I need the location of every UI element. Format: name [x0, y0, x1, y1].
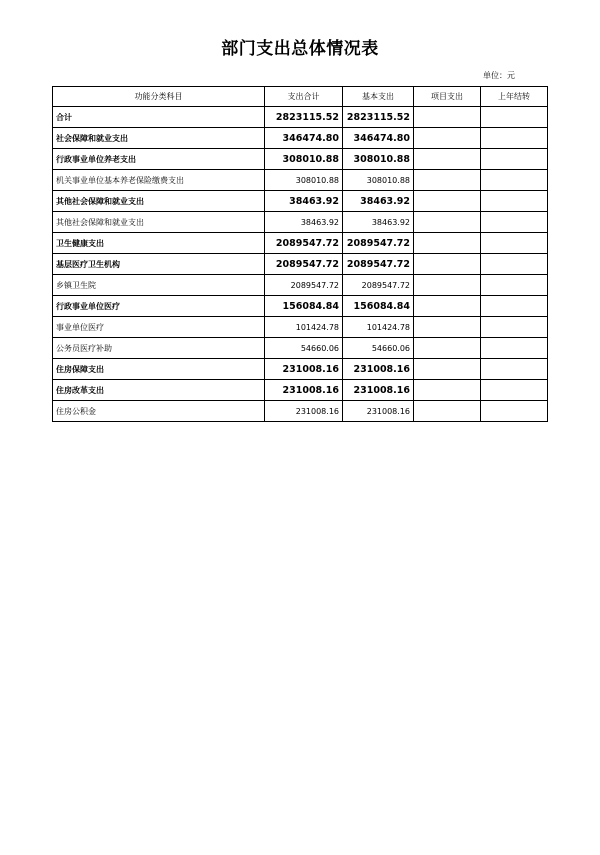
project-cell [414, 107, 481, 128]
table-row [53, 149, 548, 170]
basic-cell: 308010.88 [343, 149, 414, 170]
header-prior-year-carryover: 上年结转 [481, 87, 548, 107]
project-cell [414, 254, 481, 275]
total-cell: 231008.16 [265, 359, 343, 380]
total-cell: 38463.92 [265, 212, 343, 233]
category-cell: 机关事业单位基本养老保险缴费支出 [53, 170, 265, 191]
basic-cell: 231008.16 [343, 359, 414, 380]
carryover-cell [481, 317, 548, 338]
project-cell [414, 170, 481, 191]
unit-label: 单位：元 [483, 71, 515, 80]
basic-cell: 231008.16 [343, 401, 414, 422]
table-row [53, 233, 548, 254]
basic-cell: 38463.92 [343, 191, 414, 212]
total-cell: 156084.84 [265, 296, 343, 317]
table-row [53, 338, 548, 359]
total-cell: 2089547.72 [265, 254, 343, 275]
project-cell [414, 296, 481, 317]
total-cell: 2823115.52 [265, 107, 343, 128]
table-row [53, 296, 548, 317]
header-function-category: 功能分类科目 [53, 87, 265, 107]
project-cell [414, 401, 481, 422]
category-cell: 其他社会保障和就业支出 [53, 191, 265, 212]
category-cell: 卫生健康支出 [53, 233, 265, 254]
total-cell: 308010.88 [265, 149, 343, 170]
basic-cell: 2823115.52 [343, 107, 414, 128]
table-row [53, 254, 548, 275]
project-cell [414, 380, 481, 401]
total-cell: 54660.06 [265, 338, 343, 359]
category-cell: 社会保障和就业支出 [53, 128, 265, 149]
total-cell: 38463.92 [265, 191, 343, 212]
project-cell [414, 338, 481, 359]
table-row [53, 380, 548, 401]
basic-cell: 308010.88 [343, 170, 414, 191]
project-cell [414, 212, 481, 233]
table-body [53, 107, 548, 422]
header-total-expenditure: 支出合计 [265, 87, 343, 107]
page-title: 部门支出总体情况表 [221, 39, 379, 59]
table-row [53, 317, 548, 338]
table-row [53, 401, 548, 422]
header-project-expenditure: 项目支出 [414, 87, 481, 107]
basic-cell: 38463.92 [343, 212, 414, 233]
category-cell: 其他社会保障和就业支出 [53, 212, 265, 233]
carryover-cell [481, 212, 548, 233]
table-row [53, 170, 548, 191]
category-cell: 乡镇卫生院 [53, 275, 265, 296]
total-cell: 346474.80 [265, 128, 343, 149]
basic-cell: 54660.06 [343, 338, 414, 359]
category-cell: 住房公积金 [53, 401, 265, 422]
carryover-cell [481, 254, 548, 275]
carryover-cell [481, 401, 548, 422]
project-cell [414, 275, 481, 296]
table-row [53, 107, 548, 128]
basic-cell: 231008.16 [343, 380, 414, 401]
header-basic-expenditure: 基本支出 [343, 87, 414, 107]
table-header-row [53, 87, 548, 107]
table-row [53, 212, 548, 233]
category-cell: 行政事业单位养老支出 [53, 149, 265, 170]
carryover-cell [481, 233, 548, 254]
category-cell: 住房保障支出 [53, 359, 265, 380]
carryover-cell [481, 170, 548, 191]
category-cell: 行政事业单位医疗 [53, 296, 265, 317]
basic-cell: 346474.80 [343, 128, 414, 149]
project-cell [414, 317, 481, 338]
total-cell: 2089547.72 [265, 275, 343, 296]
category-cell: 基层医疗卫生机构 [53, 254, 265, 275]
category-cell: 公务员医疗补助 [53, 338, 265, 359]
project-cell [414, 149, 481, 170]
basic-cell: 101424.78 [343, 317, 414, 338]
table-row [53, 128, 548, 149]
category-cell: 事业单位医疗 [53, 317, 265, 338]
carryover-cell [481, 380, 548, 401]
table-row [53, 191, 548, 212]
carryover-cell [481, 128, 548, 149]
carryover-cell [481, 296, 548, 317]
basic-cell: 2089547.72 [343, 233, 414, 254]
project-cell [414, 128, 481, 149]
project-cell [414, 191, 481, 212]
carryover-cell [481, 191, 548, 212]
carryover-cell [481, 107, 548, 128]
project-cell [414, 233, 481, 254]
category-cell: 合计 [53, 107, 265, 128]
basic-cell: 156084.84 [343, 296, 414, 317]
basic-cell: 2089547.72 [343, 254, 414, 275]
total-cell: 101424.78 [265, 317, 343, 338]
carryover-cell [481, 359, 548, 380]
carryover-cell [481, 275, 548, 296]
total-cell: 231008.16 [265, 380, 343, 401]
total-cell: 2089547.72 [265, 233, 343, 254]
table-row [53, 359, 548, 380]
category-cell: 住房改革支出 [53, 380, 265, 401]
carryover-cell [481, 149, 548, 170]
expenditure-table [52, 86, 548, 422]
basic-cell: 2089547.72 [343, 275, 414, 296]
table-row [53, 275, 548, 296]
project-cell [414, 359, 481, 380]
carryover-cell [481, 338, 548, 359]
total-cell: 308010.88 [265, 170, 343, 191]
total-cell: 231008.16 [265, 401, 343, 422]
